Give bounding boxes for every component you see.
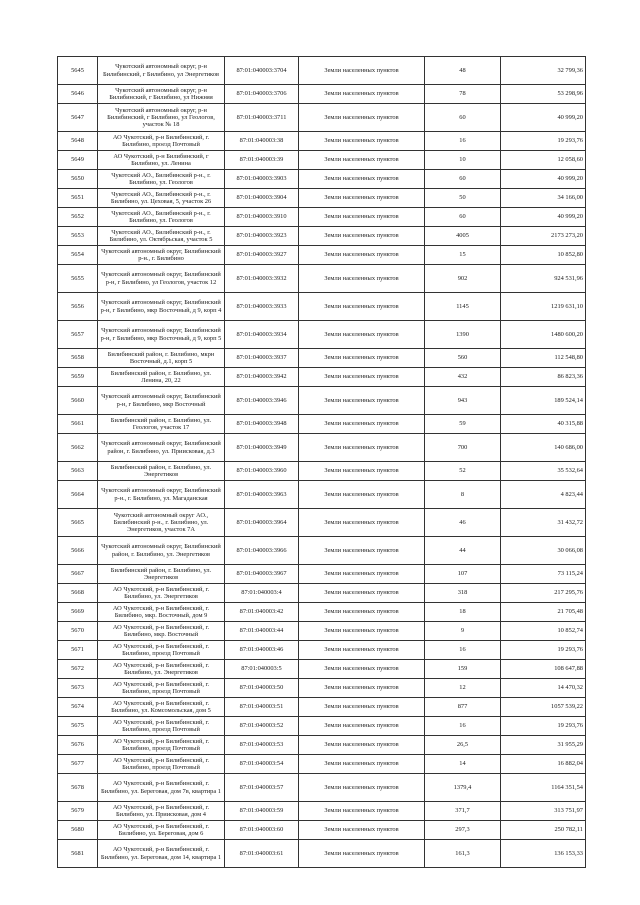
land-category-cell: Земли населенных пунктов (299, 293, 425, 321)
cadastral-value-cell: 12 058,60 (501, 151, 586, 170)
address-cell: АО Чукотский, р-н Билибинский, г. Билибино, проезд Почтовый (98, 736, 225, 755)
land-category-cell: Земли населенных пунктов (299, 57, 425, 85)
row-number-cell: 5647 (58, 104, 98, 132)
table-row (58, 132, 586, 151)
cadastral-number-cell: 87:01:040003:3946 (225, 387, 299, 415)
cadastral-number-cell: 87:01:040003:3948 (225, 415, 299, 434)
area-cell: 159 (425, 660, 501, 679)
land-category-cell: Земли населенных пунктов (299, 246, 425, 265)
cadastral-number-cell: 87:01:040003:3933 (225, 293, 299, 321)
land-category-cell: Земли населенных пунктов (299, 208, 425, 227)
land-category-cell: Земли населенных пунктов (299, 415, 425, 434)
land-category-cell: Земли населенных пунктов (299, 584, 425, 603)
table-row (58, 170, 586, 189)
area-cell: 50 (425, 189, 501, 208)
address-cell: Чукотский АО., Билибинский р-н., г. Билибино, ул. Цеховая, 5, участок 26 (98, 189, 225, 208)
cadastral-number-cell: 87:01:040003:57 (225, 774, 299, 802)
address-cell: АО Чукотский, р-н Билибинский, г. Билибино, ул. Береговая, дом 14, квартира 1 (98, 840, 225, 868)
cadastral-number-cell: 87:01:040003:3904 (225, 189, 299, 208)
address-cell: Чукотский автономный округ АО., Билибинский р-н., г. Билибино, ул. Энергетиков, участок 7А (98, 509, 225, 537)
area-cell: 12 (425, 679, 501, 698)
cadastral-value-cell: 32 799,36 (501, 57, 586, 85)
table-row (58, 641, 586, 660)
land-category-cell: Земли населенных пунктов (299, 565, 425, 584)
table-row (58, 736, 586, 755)
cadastral-number-cell: 87:01:040003:53 (225, 736, 299, 755)
table-row (58, 208, 586, 227)
area-cell: 9 (425, 622, 501, 641)
table-row (58, 434, 586, 462)
row-number-cell: 5658 (58, 349, 98, 368)
land-category-cell: Земли населенных пунктов (299, 774, 425, 802)
row-number-cell: 5672 (58, 660, 98, 679)
address-cell: АО Чукотский, р-н Билибинский, г. Билибино, проезд Почтовый (98, 755, 225, 774)
cadastral-value-cell: 86 823,36 (501, 368, 586, 387)
cadastral-number-cell: 87:01:040003:3949 (225, 434, 299, 462)
address-cell: Чукотский автономный округ, Билибинский р-н, г Билибино, ул Геологов, участок 12 (98, 265, 225, 293)
cadastral-number-cell: 87:01:040003:3963 (225, 481, 299, 509)
cadastral-number-cell: 87:01:040003:60 (225, 821, 299, 840)
cadastral-value-cell: 31 955,29 (501, 736, 586, 755)
cadastral-value-cell: 140 686,00 (501, 434, 586, 462)
land-category-cell: Земли населенных пунктов (299, 717, 425, 736)
address-cell: Чукотский автономный округ, р-н Билибинский, г Билибино, ул Энергетиков (98, 57, 225, 85)
land-category-cell: Земли населенных пунктов (299, 840, 425, 868)
table-row (58, 698, 586, 717)
table-row (58, 603, 586, 622)
address-cell: Чукотский автономный округ, Билибинский р-н., г. Билибино, ул. Магаданская (98, 481, 225, 509)
address-cell: АО Чукотский, р-н Билибинский, г. Билибино, проезд Почтовый (98, 641, 225, 660)
address-cell: АО Чукотский, р-н Билибинский, г. Билибино, ул. Энергетиков (98, 584, 225, 603)
area-cell: 60 (425, 104, 501, 132)
land-category-cell: Земли населенных пунктов (299, 660, 425, 679)
area-cell: 107 (425, 565, 501, 584)
land-category-cell: Земли населенных пунктов (299, 132, 425, 151)
land-category-cell: Земли населенных пунктов (299, 368, 425, 387)
address-cell: АО Чукотский, р-н Билибинский, г. Билибино, проезд Почтовый (98, 717, 225, 736)
cadastral-value-cell: 10 852,80 (501, 246, 586, 265)
row-number-cell: 5654 (58, 246, 98, 265)
land-category-cell: Земли населенных пунктов (299, 462, 425, 481)
cadastral-number-cell: 87:01:040003:3960 (225, 462, 299, 481)
address-cell: АО Чукотский, р-н Билибинский, г. Билибино, мкр. Восточный (98, 622, 225, 641)
address-cell: Чукотский автономный округ, р-н Билибинский, г Билибино, ул Нижняя (98, 85, 225, 104)
cadastral-number-cell: 87:01:040003:38 (225, 132, 299, 151)
row-number-cell: 5678 (58, 774, 98, 802)
cadastral-value-cell: 40 999,20 (501, 104, 586, 132)
row-number-cell: 5666 (58, 537, 98, 565)
table-row (58, 265, 586, 293)
address-cell: Чукотский автономный округ, Билибинский район, г. Билибино, ул. Приисковая, д.3 (98, 434, 225, 462)
area-cell: 60 (425, 208, 501, 227)
table-row (58, 462, 586, 481)
cadastral-value-cell: 30 066,08 (501, 537, 586, 565)
address-cell: АО Чукотский, р-н Билибинский, г Билибино, ул. Ленина (98, 151, 225, 170)
cadastral-number-cell: 87:01:040003:3964 (225, 509, 299, 537)
row-number-cell: 5651 (58, 189, 98, 208)
table-row (58, 189, 586, 208)
row-number-cell: 5667 (58, 565, 98, 584)
area-cell: 1145 (425, 293, 501, 321)
row-number-cell: 5675 (58, 717, 98, 736)
cadastral-value-cell: 4 823,44 (501, 481, 586, 509)
land-category-cell: Земли населенных пунктов (299, 802, 425, 821)
land-category-cell: Земли населенных пунктов (299, 189, 425, 208)
cadastral-value-cell: 1164 351,54 (501, 774, 586, 802)
table-row (58, 481, 586, 509)
table-row (58, 679, 586, 698)
address-cell: Чукотский автономный округ, Билибинский район, г. Билибино, ул. Энергетиков (98, 537, 225, 565)
cadastral-value-cell: 189 524,14 (501, 387, 586, 415)
row-number-cell: 5652 (58, 208, 98, 227)
address-cell: Чукотский АО., Билибинский р-н., г. Билибино, ул. Геологов (98, 170, 225, 189)
area-cell: 4005 (425, 227, 501, 246)
cadastral-number-cell: 87:01:040003:51 (225, 698, 299, 717)
table-row (58, 537, 586, 565)
table-row (58, 104, 586, 132)
area-cell: 44 (425, 537, 501, 565)
cadastral-value-cell: 2173 273,20 (501, 227, 586, 246)
row-number-cell: 5669 (58, 603, 98, 622)
row-number-cell: 5673 (58, 679, 98, 698)
land-category-cell: Земли населенных пунктов (299, 679, 425, 698)
cadastral-number-cell: 87:01:040003:3932 (225, 265, 299, 293)
row-number-cell: 5660 (58, 387, 98, 415)
cadastral-value-cell: 40 315,88 (501, 415, 586, 434)
table-row (58, 774, 586, 802)
cadastral-value-cell: 19 293,76 (501, 641, 586, 660)
land-category-cell: Земли населенных пунктов (299, 622, 425, 641)
row-number-cell: 5655 (58, 265, 98, 293)
address-cell: Билибинский район, г. Билибино, мкрн Восточный, д.1, корп 5 (98, 349, 225, 368)
row-number-cell: 5661 (58, 415, 98, 434)
table-row (58, 246, 586, 265)
cadastral-value-cell: 313 751,97 (501, 802, 586, 821)
table-row (58, 227, 586, 246)
table-row (58, 717, 586, 736)
address-cell: АО Чукотский, р-н Билибинский, г. Билибино, проезд Почтовый (98, 132, 225, 151)
cadastral-value-cell: 112 548,80 (501, 349, 586, 368)
cadastral-number-cell: 87:01:040003:46 (225, 641, 299, 660)
table-row (58, 509, 586, 537)
row-number-cell: 5680 (58, 821, 98, 840)
land-category-cell: Земли населенных пунктов (299, 736, 425, 755)
cadastral-number-cell: 87:01:040003:59 (225, 802, 299, 821)
land-category-cell: Земли населенных пунктов (299, 265, 425, 293)
cadastral-value-cell: 14 470,32 (501, 679, 586, 698)
cadastral-number-cell: 87:01:040003:3910 (225, 208, 299, 227)
area-cell: 10 (425, 151, 501, 170)
cadastral-number-cell: 87:01:040003:44 (225, 622, 299, 641)
cadastral-value-cell: 1057 539,22 (501, 698, 586, 717)
cadastral-value-cell: 21 705,48 (501, 603, 586, 622)
cadastral-value-cell: 10 852,74 (501, 622, 586, 641)
row-number-cell: 5677 (58, 755, 98, 774)
table-row (58, 755, 586, 774)
area-cell: 46 (425, 509, 501, 537)
area-cell: 902 (425, 265, 501, 293)
cadastral-value-cell: 19 293,76 (501, 717, 586, 736)
cadastral-value-cell: 53 298,96 (501, 85, 586, 104)
area-cell: 8 (425, 481, 501, 509)
land-category-cell: Земли населенных пунктов (299, 170, 425, 189)
cadastral-number-cell: 87:01:040003:39 (225, 151, 299, 170)
table-row (58, 349, 586, 368)
area-cell: 15 (425, 246, 501, 265)
area-cell: 48 (425, 57, 501, 85)
cadastral-value-cell: 40 999,20 (501, 170, 586, 189)
cadastral-value-cell: 1219 631,10 (501, 293, 586, 321)
row-number-cell: 5665 (58, 509, 98, 537)
cadastral-value-cell: 250 782,11 (501, 821, 586, 840)
row-number-cell: 5645 (58, 57, 98, 85)
table-body (58, 57, 586, 868)
cadastral-value-cell: 108 647,88 (501, 660, 586, 679)
area-cell: 943 (425, 387, 501, 415)
land-category-cell: Земли населенных пунктов (299, 537, 425, 565)
land-category-cell: Земли населенных пунктов (299, 349, 425, 368)
area-cell: 700 (425, 434, 501, 462)
address-cell: АО Чукотский, р-н Билибинский, г. Билибино, ул. Береговая, дом 7в, квартира 1 (98, 774, 225, 802)
area-cell: 161,3 (425, 840, 501, 868)
cadastral-number-cell: 87:01:040003:3704 (225, 57, 299, 85)
row-number-cell: 5664 (58, 481, 98, 509)
row-number-cell: 5656 (58, 293, 98, 321)
table-row (58, 821, 586, 840)
area-cell: 1390 (425, 321, 501, 349)
area-cell: 297,3 (425, 821, 501, 840)
cadastral-number-cell: 87:01:040003:3706 (225, 85, 299, 104)
row-number-cell: 5649 (58, 151, 98, 170)
cadastral-value-cell: 35 532,64 (501, 462, 586, 481)
area-cell: 59 (425, 415, 501, 434)
land-category-cell: Земли населенных пунктов (299, 603, 425, 622)
land-category-cell: Земли населенных пунктов (299, 321, 425, 349)
area-cell: 16 (425, 641, 501, 660)
cadastral-number-cell: 87:01:040003:54 (225, 755, 299, 774)
cadastral-value-cell: 1480 600,20 (501, 321, 586, 349)
cadastral-value-cell: 136 153,33 (501, 840, 586, 868)
cadastral-number-cell: 87:01:040003:3934 (225, 321, 299, 349)
address-cell: АО Чукотский, р-н Билибинский, г. Билибино, проезд Почтовый (98, 679, 225, 698)
row-number-cell: 5676 (58, 736, 98, 755)
cadastral-number-cell: 87:01:040003:42 (225, 603, 299, 622)
land-category-cell: Земли населенных пунктов (299, 387, 425, 415)
table-row (58, 368, 586, 387)
address-cell: АО Чукотский, р-н Билибинский, г. Билибино, ул. Береговая, дом 6 (98, 821, 225, 840)
area-cell: 1379,4 (425, 774, 501, 802)
row-number-cell: 5662 (58, 434, 98, 462)
cadastral-number-cell: 87:01:040003:52 (225, 717, 299, 736)
cadastral-value-cell: 40 999,20 (501, 208, 586, 227)
area-cell: 14 (425, 755, 501, 774)
land-category-cell: Земли населенных пунктов (299, 434, 425, 462)
area-cell: 26,5 (425, 736, 501, 755)
address-cell: АО Чукотский, р-н Билибинский, г. Билибино, ул. Энергетиков (98, 660, 225, 679)
land-category-cell: Земли населенных пунктов (299, 227, 425, 246)
cadastral-number-cell: 87:01:040003:61 (225, 840, 299, 868)
land-category-cell: Земли населенных пунктов (299, 85, 425, 104)
cadastral-number-cell: 87:01:040003:5 (225, 660, 299, 679)
land-category-cell: Земли населенных пунктов (299, 104, 425, 132)
address-cell: Чукотский автономный округ, Билибинский р-н, г Билибино, мкр Восточный, д 9, корп 5 (98, 321, 225, 349)
cadastral-number-cell: 87:01:040003:3711 (225, 104, 299, 132)
cadastral-value-cell: 924 531,96 (501, 265, 586, 293)
cadastral-number-cell: 87:01:040003:3923 (225, 227, 299, 246)
row-number-cell: 5650 (58, 170, 98, 189)
area-cell: 60 (425, 170, 501, 189)
address-cell: АО Чукотский, р-н Билибинский, г. Билибино, мкр. Восточный, дом 9 (98, 603, 225, 622)
cadastral-number-cell: 87:01:040003:50 (225, 679, 299, 698)
area-cell: 432 (425, 368, 501, 387)
cadastral-number-cell: 87:01:040003:3966 (225, 537, 299, 565)
address-cell: АО Чукотский, р-н Билибинский, г. Билибино, ул. Комсомольская, дом 5 (98, 698, 225, 717)
cadastral-number-cell: 87:01:040003:3903 (225, 170, 299, 189)
row-number-cell: 5681 (58, 840, 98, 868)
table-row (58, 321, 586, 349)
address-cell: Билибинский район, г. Билибино, ул. Энергетиков (98, 462, 225, 481)
row-number-cell: 5670 (58, 622, 98, 641)
land-category-cell: Земли населенных пунктов (299, 755, 425, 774)
cadastral-value-cell: 19 293,76 (501, 132, 586, 151)
table-row (58, 85, 586, 104)
area-cell: 16 (425, 717, 501, 736)
cadastral-number-cell: 87:01:040003:3937 (225, 349, 299, 368)
address-cell: АО Чукотский, р-н Билибинский, г. Билибино, ул. Приисковая, дом 4 (98, 802, 225, 821)
cadastral-number-cell: 87:01:040003:3927 (225, 246, 299, 265)
address-cell: Чукотский автономный округ, р-н Билибинский, г Билибино, ул Геологов, участок № 18 (98, 104, 225, 132)
table-row (58, 387, 586, 415)
cadastral-value-cell: 34 166,00 (501, 189, 586, 208)
land-category-cell: Земли населенных пунктов (299, 821, 425, 840)
cadastral-number-cell: 87:01:040003:3967 (225, 565, 299, 584)
table-row (58, 622, 586, 641)
cadastral-number-cell: 87:01:040003:4 (225, 584, 299, 603)
area-cell: 371,7 (425, 802, 501, 821)
row-number-cell: 5663 (58, 462, 98, 481)
address-cell: Билибинский район, г. Билибино, ул. Ленина, 20, 22 (98, 368, 225, 387)
row-number-cell: 5657 (58, 321, 98, 349)
row-number-cell: 5653 (58, 227, 98, 246)
address-cell: Билибинский район, г. Билибино, ул. Энергетиков (98, 565, 225, 584)
address-cell: Билибинский район, г. Билибино, ул. Геологов, участок 17 (98, 415, 225, 434)
row-number-cell: 5679 (58, 802, 98, 821)
table-row (58, 565, 586, 584)
area-cell: 560 (425, 349, 501, 368)
row-number-cell: 5674 (58, 698, 98, 717)
cadastral-number-cell: 87:01:040003:3942 (225, 368, 299, 387)
cadastral-value-cell: 16 882,04 (501, 755, 586, 774)
address-cell: Чукотский АО., Билибинский р-н., г. Билибино, ул. Геологов (98, 208, 225, 227)
land-category-cell: Земли населенных пунктов (299, 481, 425, 509)
cadastral-value-cell: 73 115,24 (501, 565, 586, 584)
cadastral-value-table (57, 56, 586, 868)
area-cell: 16 (425, 132, 501, 151)
address-cell: Чукотский АО., Билибинский р-н., г. Билибино, ул. Октябрьская, участок 5 (98, 227, 225, 246)
row-number-cell: 5668 (58, 584, 98, 603)
area-cell: 52 (425, 462, 501, 481)
row-number-cell: 5671 (58, 641, 98, 660)
table-row (58, 57, 586, 85)
table-row (58, 840, 586, 868)
cadastral-value-cell: 31 432,72 (501, 509, 586, 537)
table-row (58, 584, 586, 603)
table-row (58, 660, 586, 679)
table-row (58, 415, 586, 434)
table-row (58, 293, 586, 321)
address-cell: Чукотский автономный округ, Билибинский р-н., г. Билибино (98, 246, 225, 265)
cadastral-value-cell: 217 295,76 (501, 584, 586, 603)
row-number-cell: 5659 (58, 368, 98, 387)
row-number-cell: 5648 (58, 132, 98, 151)
area-cell: 318 (425, 584, 501, 603)
area-cell: 18 (425, 603, 501, 622)
land-category-cell: Земли населенных пунктов (299, 151, 425, 170)
land-category-cell: Земли населенных пунктов (299, 641, 425, 660)
table-row (58, 802, 586, 821)
address-cell: Чукотский автономный округ, Билибинский р-н, г Билибино, мкр Восточный, д 9, корп 4 (98, 293, 225, 321)
land-category-cell: Земли населенных пунктов (299, 509, 425, 537)
address-cell: Чукотский автономный округ, Билибинский р-н, г Билибино, мкр Восточный (98, 387, 225, 415)
area-cell: 78 (425, 85, 501, 104)
row-number-cell: 5646 (58, 85, 98, 104)
land-category-cell: Земли населенных пунктов (299, 698, 425, 717)
area-cell: 877 (425, 698, 501, 717)
table-row (58, 151, 586, 170)
